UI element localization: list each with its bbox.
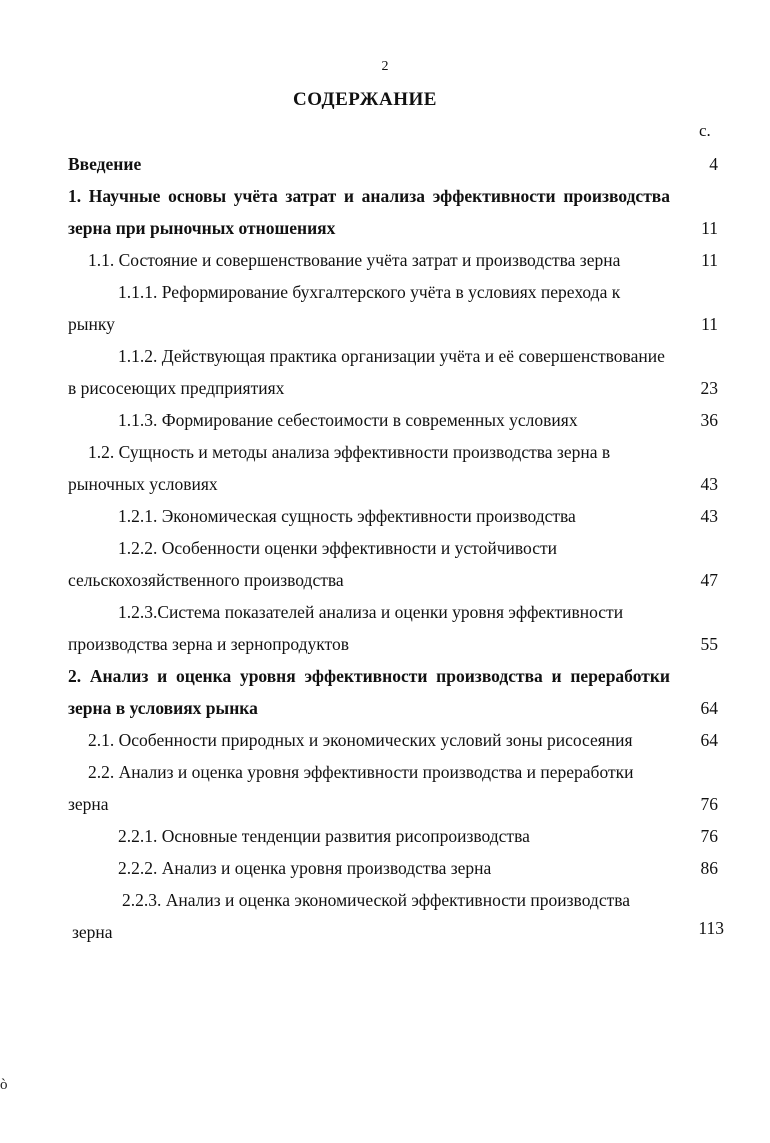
toc-entry-title: 2.2.2. Анализ и оценка уровня производства зерна <box>118 858 492 878</box>
toc-entry-page: 47 <box>700 570 718 590</box>
toc-entry-title: 2.1. Особенности природных и экономических условий зоны рисосеяния <box>88 730 633 750</box>
toc-entry-title: 1.1. Состояние и совершенствование учёта затрат и производства зерна <box>88 250 621 270</box>
toc-entry-page: 43 <box>700 474 718 494</box>
toc-title: СОДЕРЖАНИЕ <box>293 89 437 110</box>
table-of-contents <box>68 148 724 948</box>
toc-entry-page: 76 <box>700 794 718 814</box>
toc-entry <box>68 852 720 884</box>
toc-entry-title: Введение <box>68 154 142 174</box>
toc-entry-page: 64 <box>700 698 718 718</box>
toc-entry <box>68 724 720 756</box>
page-number: 2 <box>381 59 389 74</box>
toc-entry-title: 1.1.1. Реформирование бухгалтерского учёта в условиях перехода к рынку <box>68 282 621 334</box>
toc-entry <box>68 148 720 180</box>
toc-entry-page: 36 <box>700 410 718 430</box>
toc-entry-title: 2.2.1. Основные тенденции развития рисопроизводства <box>118 826 530 846</box>
toc-entry-page: 55 <box>700 634 718 654</box>
toc-entry-page: 43 <box>700 506 718 526</box>
toc-entry-title: 2.2. Анализ и оценка уровня эффективности производства и переработки зерна <box>68 762 634 814</box>
toc-entry-page: 23 <box>700 378 718 398</box>
toc-entry-title: 2. Анализ и оценка уровня эффективности производства и переработки зерна в условиях рынка <box>68 666 670 718</box>
toc-entry <box>68 180 720 244</box>
toc-entry-title: 1.1.3. Формирование себестоимости в современных условиях <box>118 410 578 430</box>
toc-entry <box>68 660 720 724</box>
toc-entry <box>68 820 720 852</box>
toc-entry-page: 11 <box>701 250 718 270</box>
toc-entry-title: 1.2.1. Экономическая сущность эффективности производства <box>118 506 576 526</box>
toc-entry <box>68 276 720 340</box>
stray-mark: ò <box>0 1077 8 1093</box>
toc-entry-title: 2.2.3. Анализ и оценка экономической эффективности производства зерна <box>72 890 631 942</box>
toc-entry <box>68 756 720 820</box>
toc-entry-page: 11 <box>701 314 718 334</box>
toc-entry-page: 86 <box>700 858 718 878</box>
toc-entry-page: 113 <box>698 918 724 938</box>
toc-entry <box>68 500 720 532</box>
toc-entry-title: 1. Научные основы учёта затрат и анализа эффективности производства зерна при рыночных отношениях <box>68 186 670 238</box>
toc-entry <box>68 436 720 500</box>
toc-entry-page: 64 <box>700 730 718 750</box>
toc-entry-title: 1.1.2. Действующая практика организации учёта и её совершенствование в рисосеющих предприятиях <box>68 346 665 398</box>
toc-entry <box>68 884 724 948</box>
page-column-label: с. <box>699 121 711 140</box>
toc-entry-title: 1.2.2. Особенности оценки эффективности и устойчивости сельскохозяйственного производства <box>68 538 557 590</box>
toc-entry <box>68 340 720 404</box>
toc-entry-page: 4 <box>709 154 718 174</box>
toc-entry <box>68 596 720 660</box>
toc-entry <box>68 244 720 276</box>
toc-entry-page: 76 <box>700 826 718 846</box>
toc-entry <box>68 532 720 596</box>
toc-entry <box>68 404 720 436</box>
toc-entry-title: 1.2. Сущность и методы анализа эффективности производства зерна в рыночных условиях <box>68 442 611 494</box>
toc-entry-title: 1.2.3.Система показателей анализа и оценки уровня эффективности производства зерна и зернопродуктов <box>68 602 624 654</box>
toc-entry-page: 11 <box>701 218 718 238</box>
